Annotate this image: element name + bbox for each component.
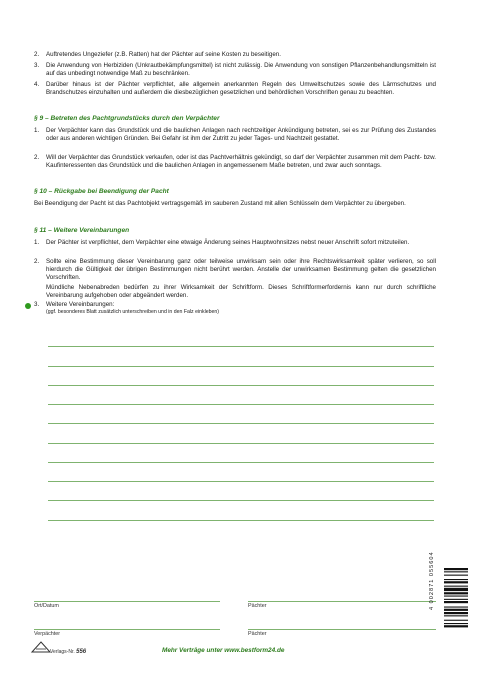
- writing-line[interactable]: [48, 385, 434, 386]
- signature-label: Verpächter: [34, 631, 61, 637]
- item-text: Darüber hinaus ist der Pächter verpflichtet, alle allgemein anerkannten Regeln des Umweltschutzes sowie des Lärmschutzes und Brandschutzes einzuhalten und außerdem die diesbezüglichen gesetzlichen und behördlichen Vorschriften genau zu beachten.: [46, 81, 436, 97]
- list-item: [34, 301, 436, 309]
- writing-line[interactable]: [48, 462, 434, 463]
- section-heading: § 9 – Betreten des Pachtgrundstücks durch den Verpächter: [34, 115, 220, 122]
- item-number: 4.: [34, 81, 40, 88]
- signature-label: Ort/Datum: [34, 603, 59, 609]
- list-item: [34, 62, 436, 78]
- section-heading: § 11 – Weitere Vereinbarungen: [34, 227, 130, 234]
- writing-line[interactable]: [48, 520, 434, 521]
- item-number: 2.: [34, 154, 40, 161]
- list-item: [34, 239, 436, 247]
- signature-line-tenant-2[interactable]: [248, 629, 436, 630]
- writing-line[interactable]: [48, 443, 434, 444]
- item-text: Der Verpächter kann das Grundstück und die baulichen Anlagen nach rechtzeitiger Ankündigung betreten, sei es zur Prüfung des Zustandes oder aus anderen wichtigen Gründen. Bei Gefahr ist ihm der Zutritt zu jeder Tages- und Nachtzeit gestattet.: [46, 127, 436, 143]
- barcode-digits: 4 002871 055604: [429, 551, 435, 610]
- item-text: Die Anwendung von Herbiziden (Unkrautbekämpfungsmittel) ist nicht zulässig. Die Anwendung von sonstigen Pflanzenbehandlungsmitteln ist auf das unbedingt notwendige Maß zu beschränken.: [46, 62, 436, 78]
- writing-line[interactable]: [48, 366, 434, 367]
- item-text: Der Pächter ist verpflichtet, dem Verpächter eine etwaige Änderung seines Hauptwohnsitzes nebst neuer Anschrift sofort mitzuteilen.: [46, 239, 410, 246]
- signature-line-place-date[interactable]: [34, 601, 220, 602]
- section-paragraph: Mündliche Nebenabreden bedürfen zu ihrer Wirksamkeit der Schriftform. Dieses Schriftformerfordernis kann nur durch schriftliche Vereinbarung aufgehoben oder abgeändert werden.: [46, 284, 436, 300]
- writing-line[interactable]: [48, 481, 434, 482]
- signature-label: Pächter: [248, 631, 267, 637]
- footer-slogan[interactable]: Mehr Verträge unter www.bestform24.de: [162, 647, 285, 654]
- item-title: Weitere Vereinbarungen:: [46, 301, 115, 308]
- signature-line-tenant[interactable]: [248, 601, 436, 602]
- list-item: [34, 81, 436, 97]
- item-text: Sollte eine Bestimmung dieser Vereinbarung ganz oder teilweise unwirksam sein oder ihre Rechtswirksamkeit später verlieren, so soll hierdurch die Gültigkeit der übrigen Bestimmungen nicht berührt werden. Anstelle der unwirksamen Bestimmung gelten die gesetzlichen Vorschriften.: [46, 258, 436, 282]
- verlag-number: 556: [76, 649, 87, 655]
- verlag-prefix: Verlags-Nr.: [50, 649, 75, 655]
- publisher-logo-icon: [30, 640, 52, 654]
- list-item: [34, 127, 436, 143]
- section-heading: § 10 – Rückgabe bei Beendigung der Pacht: [34, 188, 169, 195]
- writing-line[interactable]: [48, 404, 434, 405]
- writing-line[interactable]: [48, 500, 434, 501]
- barcode-icon: [436, 568, 470, 652]
- signature-line-landlord[interactable]: [34, 629, 220, 630]
- item-number: 3.: [34, 62, 40, 69]
- item-number: 2.: [34, 51, 40, 58]
- item-number: 2.: [34, 258, 40, 265]
- section-paragraph: Bei Beendigung der Pacht ist das Pachtobjekt vertragsgemäß im sauberen Zustand mit allen Schlüsseln dem Verpächter zu übergeben.: [34, 200, 406, 207]
- list-item: [34, 51, 436, 59]
- list-item: [34, 258, 436, 283]
- signature-label: Pächter: [248, 603, 267, 609]
- bullet-marker: [25, 303, 31, 309]
- item-number: 1.: [34, 127, 40, 134]
- publisher-number: [50, 648, 86, 656]
- item-number: 1.: [34, 239, 40, 246]
- writing-line[interactable]: [48, 346, 434, 347]
- item-text: Auftretendes Ungeziefer (z.B. Ratten) hat der Pächter auf seine Kosten zu beseitigen.: [46, 51, 281, 58]
- item-number: 3.: [34, 301, 40, 308]
- list-item: [34, 154, 436, 170]
- item-text: Will der Verpächter das Grundstück verkaufen, oder ist das Pachtverhältnis gekündigt, so darf der Verpächter zusammen mit dem Pacht- bzw. Kaufinteressenten das Grundstück und die baulichen Anlagen in angemessenem Maße betreten, und zwar auch sonntags.: [46, 154, 436, 170]
- writing-line[interactable]: [48, 423, 434, 424]
- item-note: (ggf. besonderes Blatt zusätzlich unterschreiben und in den Falz einkleben): [46, 309, 220, 315]
